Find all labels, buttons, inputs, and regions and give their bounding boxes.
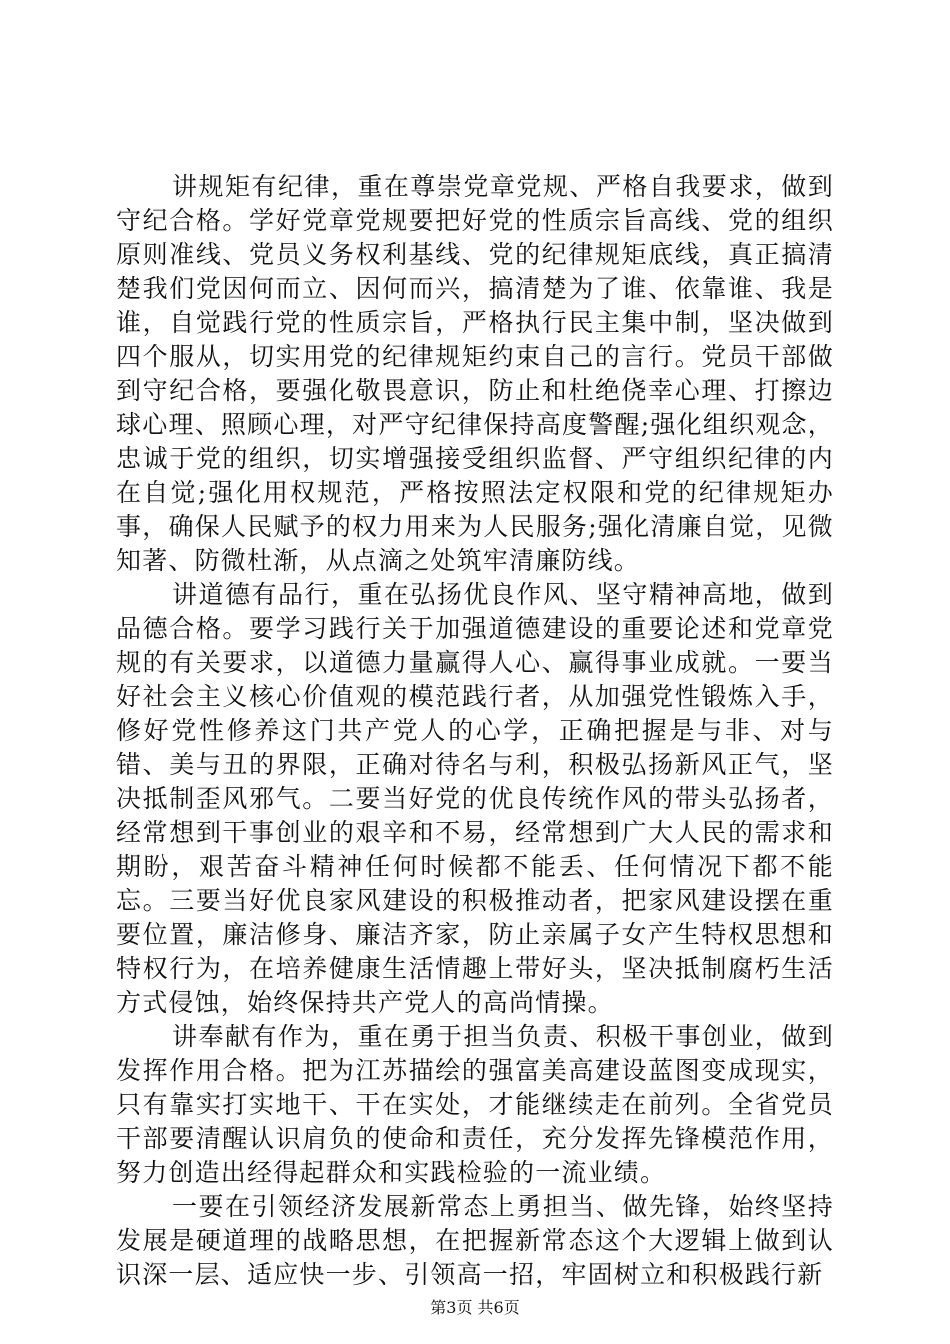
document-body [116, 170, 834, 1292]
page-number-footer: 第3页 共6页 [430, 1298, 520, 1317]
paragraph: 讲奉献有作为，重在勇于担当负责、积极干事创业，做到发挥作用合格。把为江苏描绘的强富美高建设蓝图变成现实，只有靠实打实地干、干在实处，才能继续走在前列。全省党员干部要清醒认识肩负的使命和责任，充分发挥先锋模范作用，努力创造出经得起群众和实践检验的一流业绩。 [116, 1022, 834, 1187]
paragraph: 讲道德有品行，重在弘扬优良作风、坚守精神高地，做到品德合格。要学习践行关于加强道德建设的重要论述和党章党规的有关要求，以道德力量赢得人心、赢得事业成就。一要当好社会主义核心价值观的模范践行者，从加强党性锻炼入手，修好党性修养这门共产党人的心学，正确把握是与非、对与错、美与丑的界限，正确对待名与利，积极弘扬新风正气，坚决抵制歪风邪气。二要当好党的优良传统作风的带头弘扬者，经常想到干事创业的艰辛和不易，经常想到广大人民的需求和期盼，艰苦奋斗精神任何时候都不能丢、任何情况下都不能忘。三要当好优良家风建设的积极推动者，把家风建设摆在重要位置，廉洁修身、廉洁齐家，防止亲属子女产生特权思想和特权行为，在培养健康生活情趣上带好头，坚决抵制腐朽生活方式侵蚀，始终保持共产党人的高尚情操。 [116, 580, 834, 1017]
paragraph: 讲规矩有纪律，重在尊崇党章党规、严格自我要求，做到守纪合格。学好党章党规要把好党的性质宗旨高线、党的组织原则准线、党员义务权利基线、党的纪律规矩底线，真正搞清楚我们党因何而立、因何而兴，搞清楚为了谁、依靠谁、我是谁，自觉践行党的性质宗旨，严格执行民主集中制，坚决做到四个服从，切实用党的纪律规矩约束自己的言行。党员干部做到守纪合格，要强化敬畏意识，防止和杜绝侥幸心理、打擦边球心理、照顾心理，对严守纪律保持高度警醒;强化组织观念，忠诚于党的组织，切实增强接受组织监督、严守组织纪律的内在自觉;强化用权规范，严格按照法定权限和党的纪律规矩办事，确保人民赋予的权力用来为人民服务;强化清廉自觉，见微知著、防微杜渐，从点滴之处筑牢清廉防线。 [116, 172, 834, 575]
paragraph: 一要在引领经济发展新常态上勇担当、做先锋，始终坚持发展是硬道理的战略思想，在把握新常态这个大逻辑上做到认识深一层、适应快一步、引领高一招，牢固树立和积极践行新 [116, 1192, 834, 1289]
